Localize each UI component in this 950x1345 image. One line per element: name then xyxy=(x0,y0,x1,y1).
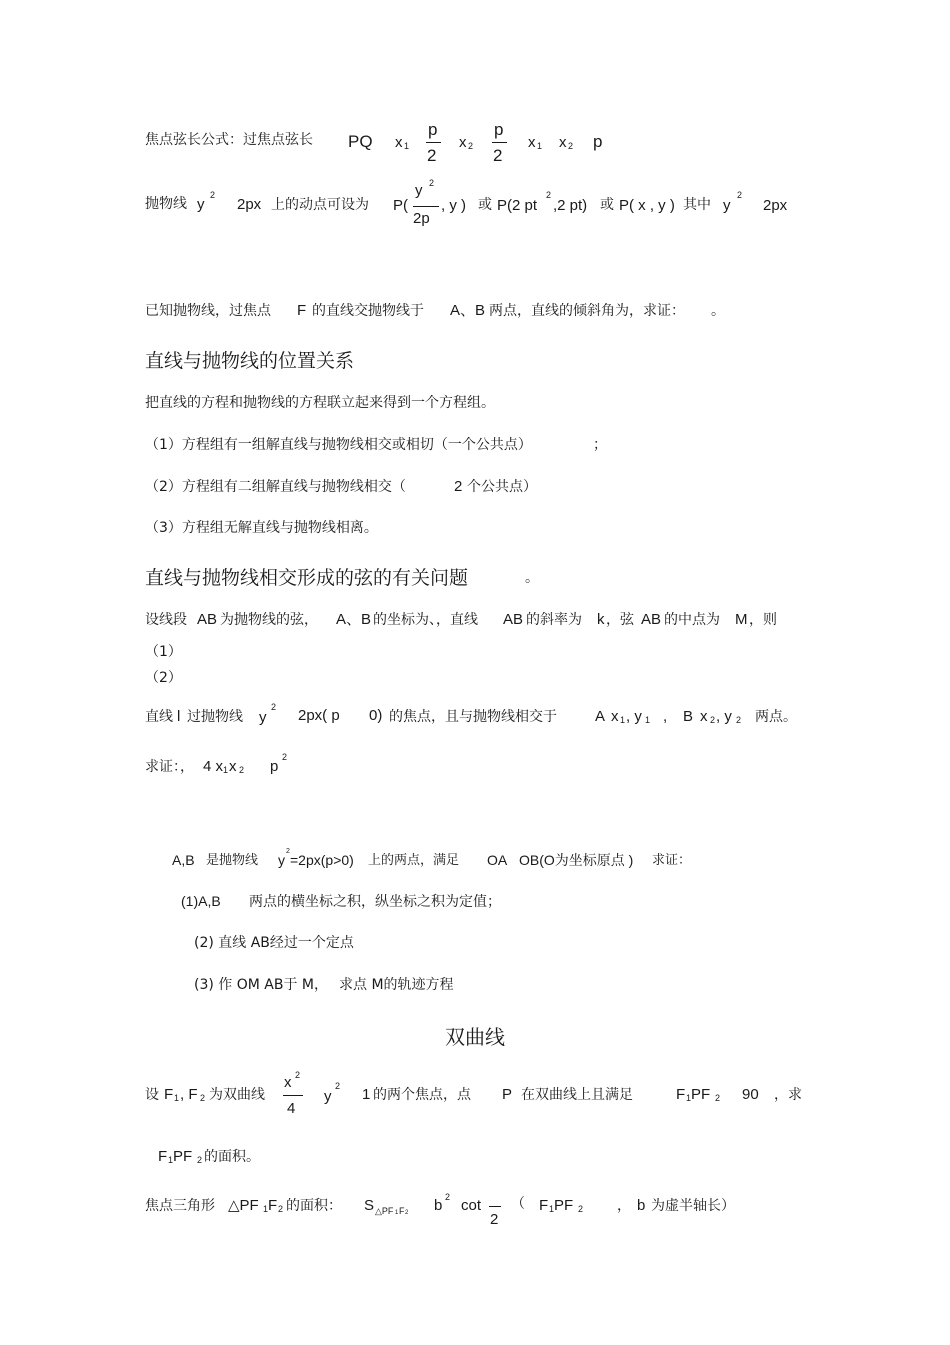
text: 是抛物线 xyxy=(206,853,259,868)
text: 的面积： xyxy=(286,1198,342,1214)
math-x: x xyxy=(459,134,467,151)
math-AB: AB xyxy=(197,611,218,628)
text: 求证： xyxy=(652,853,692,868)
math-sup: 2 xyxy=(271,702,277,712)
text: 焦点三角形 xyxy=(145,1198,215,1214)
math-comma: , xyxy=(663,708,668,725)
frac-den: 2p xyxy=(413,210,430,227)
where-text: 其中 xyxy=(683,197,711,213)
text: 设线段 xyxy=(145,612,187,628)
math-F: F xyxy=(164,1086,174,1103)
frac-bar xyxy=(283,1095,303,1096)
math-y: , y xyxy=(626,708,642,725)
math-x: x xyxy=(229,758,237,775)
text: 。 xyxy=(525,570,539,586)
math-sub: F xyxy=(399,1206,405,1216)
math-cot: cot xyxy=(461,1197,482,1214)
math-AB: A,B xyxy=(172,852,195,868)
math-y: y xyxy=(723,197,731,214)
math-k: k xyxy=(597,611,605,628)
frac-den: 4 xyxy=(287,1100,296,1117)
math-eq: 2px( p xyxy=(298,707,340,724)
math-S: S xyxy=(364,1197,375,1214)
math-sup: 2 xyxy=(546,190,552,200)
frac-bar xyxy=(489,1206,501,1207)
math-y: , y xyxy=(716,708,732,725)
math-P2: P(2 pt xyxy=(497,197,538,214)
math: (1)A,B xyxy=(181,893,221,909)
math-PQ: PQ xyxy=(348,132,373,151)
frac-num: p xyxy=(428,120,438,139)
math-sub: 1 xyxy=(620,715,626,725)
math-2: 2 xyxy=(454,478,463,495)
text: 的面积。 xyxy=(204,1149,260,1165)
text: （2） xyxy=(145,670,182,686)
math-sup: 2 xyxy=(295,1070,301,1080)
math-F: F xyxy=(676,1086,686,1103)
math-sub: 2 xyxy=(578,1204,584,1214)
text: 两点的横坐标之积，纵坐标之积为定值； xyxy=(249,894,501,910)
math-sub: 2 xyxy=(736,715,742,725)
math-sub: 1 xyxy=(395,1210,399,1216)
text: 的斜率为 xyxy=(526,612,582,628)
text: （1） xyxy=(145,644,182,660)
math-sub: 2 xyxy=(568,141,574,151)
math-eq: =2px(p>0) xyxy=(290,852,354,868)
math-F: F xyxy=(158,1148,168,1165)
text: ； xyxy=(593,437,607,453)
math-OB: OB(O为坐标原点 ) xyxy=(519,852,634,868)
math-sub: 1 xyxy=(168,1155,174,1165)
math-AB: A、B xyxy=(450,302,486,319)
text: 把直线的方程和抛物线的方程联立起来得到一个方程组。 xyxy=(145,395,495,411)
math-x: x xyxy=(395,134,403,151)
frac-den: 2 xyxy=(490,1211,499,1228)
math-sub: 1 xyxy=(174,1093,180,1103)
heading-hyperbola: 双曲线 xyxy=(445,1025,505,1049)
math-y: y xyxy=(278,852,285,868)
text: 为双曲线 xyxy=(209,1087,265,1103)
text: （ xyxy=(511,1196,525,1212)
text: 过抛物线 xyxy=(187,709,243,725)
text: 的直线交抛物线于 xyxy=(312,303,424,319)
text: ， xyxy=(617,1198,631,1214)
formula-label: 焦点弦长公式：过焦点弦长 xyxy=(145,132,313,148)
point-text: 上的动点可设为 xyxy=(271,197,369,213)
text: 为虚半轴长） xyxy=(651,1198,735,1214)
math-sub: 1 xyxy=(223,765,229,775)
math-b: b xyxy=(434,1197,443,1214)
text: 设 xyxy=(145,1087,159,1103)
text: 为抛物线的弦， xyxy=(220,612,318,628)
math-F: F xyxy=(297,302,307,319)
frac-den: 2 xyxy=(493,146,503,165)
or-text: 或 xyxy=(478,197,492,213)
or-text: 或 xyxy=(600,197,614,213)
math-triangle: △PF xyxy=(228,1197,259,1214)
frac-num: p xyxy=(494,120,504,139)
text: （3）方程组无解直线与抛物线相离。 xyxy=(145,520,378,536)
math-90: 90 xyxy=(742,1086,759,1103)
math-sub: 1 xyxy=(549,1204,555,1214)
text: （1）方程组有一组解直线与抛物线相交或相切（一个公共点） xyxy=(145,437,532,453)
math-F: F xyxy=(539,1197,549,1214)
math-sub: 2 xyxy=(405,1210,409,1216)
math-rhs: 2px xyxy=(763,197,788,214)
text: 求点 M的轨迹方程 xyxy=(339,977,454,993)
text: 两点。 xyxy=(755,709,797,725)
math-1: 1 xyxy=(362,1086,371,1103)
text: 上的两点，满足 xyxy=(368,853,460,868)
math-M: M xyxy=(735,611,748,628)
math-sub: 2 xyxy=(710,715,716,725)
math-tail: , y ) xyxy=(441,197,466,214)
math-AB: AB xyxy=(641,611,662,628)
math-sub: 2 xyxy=(715,1093,721,1103)
text: 求证：， xyxy=(145,759,194,775)
math-y: y xyxy=(259,709,267,726)
math-sub: 2 xyxy=(468,141,474,151)
text: ，求 xyxy=(774,1087,802,1103)
text: (2) 直线 AB经过一个定点 xyxy=(194,935,354,951)
math-sub: 1 xyxy=(263,1204,269,1214)
math-P: P( xyxy=(393,197,408,214)
math-sub: △PF xyxy=(375,1206,394,1216)
math-B: B xyxy=(683,708,694,725)
math-sub: 1 xyxy=(686,1093,692,1103)
math-l: l xyxy=(177,708,181,725)
math-AB: AB xyxy=(503,611,524,628)
text: （2）方程组有二组解直线与抛物线相交（ xyxy=(145,479,406,495)
text: 直线 xyxy=(145,709,173,725)
math-P: P xyxy=(502,1086,513,1103)
text: 个公共点） xyxy=(467,479,537,495)
math-sub: 2 xyxy=(239,765,245,775)
math-y: y xyxy=(197,196,205,213)
frac-bar xyxy=(426,142,441,143)
math-AB: A、B xyxy=(336,611,372,628)
math-y: y xyxy=(324,1088,332,1105)
math-b: b xyxy=(637,1197,646,1214)
text: 的坐标为、，直线 xyxy=(373,612,478,628)
math-sup: 2 xyxy=(335,1081,341,1091)
math-sub: 2 xyxy=(197,1155,203,1165)
text: 两点，直线的倾斜角为，求证： xyxy=(489,303,685,319)
math-P2-tail: ,2 pt) xyxy=(553,197,588,214)
math-x: x xyxy=(528,134,536,151)
math-p: p xyxy=(270,758,279,775)
math-F: F xyxy=(268,1197,278,1214)
frac-den: 2 xyxy=(427,146,437,165)
frac-bar xyxy=(413,206,439,207)
text: 已知抛物线，过焦点 xyxy=(145,303,271,319)
text: 的两个焦点，点 xyxy=(373,1087,471,1103)
frac-num: y xyxy=(415,182,423,199)
math-A: A xyxy=(595,708,606,725)
text: 直线与抛物线相交形成的弦的有关问题 xyxy=(145,567,469,589)
math-sub: 1 xyxy=(404,141,410,151)
math-P3: P( x , y ) xyxy=(619,197,675,214)
math-sup: 2 xyxy=(429,178,435,188)
math-sub: 1 xyxy=(645,715,651,725)
math-rhs: 2px xyxy=(237,196,262,213)
math-sup: 2 xyxy=(737,190,743,200)
math-sup: 2 xyxy=(210,190,216,200)
math-sup: 2 xyxy=(445,1192,451,1202)
heading-chord xyxy=(145,563,539,590)
parabola-label: 抛物线 xyxy=(145,196,187,212)
frac-num: x xyxy=(284,1074,292,1091)
math-x: x xyxy=(700,708,708,725)
math-x: x xyxy=(611,708,619,725)
math-sub: 1 xyxy=(537,141,543,151)
math-p: p xyxy=(593,132,603,151)
text: ，则 xyxy=(749,612,777,628)
text: ，弦 xyxy=(606,612,634,628)
math-F2: , F xyxy=(180,1086,198,1103)
text: 的焦点，且与抛物线相交于 xyxy=(389,709,557,725)
math-PF: PF xyxy=(691,1086,711,1103)
math-PF: PF xyxy=(554,1197,574,1214)
math-sub: 2 xyxy=(278,1204,284,1214)
text: 。 xyxy=(711,303,725,319)
text: 在双曲线上且满足 xyxy=(521,1087,633,1103)
math-4x: 4 x xyxy=(203,758,224,775)
math-x: x xyxy=(559,134,567,151)
math-sub: 2 xyxy=(200,1093,206,1103)
frac-bar xyxy=(492,142,507,143)
math-OA: OA xyxy=(487,852,508,868)
math-sup: 2 xyxy=(282,752,288,762)
math-PF: PF xyxy=(173,1148,193,1165)
text: 的中点为 xyxy=(664,612,720,628)
math-sup: 2 xyxy=(286,848,290,855)
heading-position: 直线与抛物线的位置关系 xyxy=(145,350,355,372)
text: (3) 作 OM AB于 M， xyxy=(194,977,328,993)
math-zero: 0) xyxy=(369,707,383,724)
